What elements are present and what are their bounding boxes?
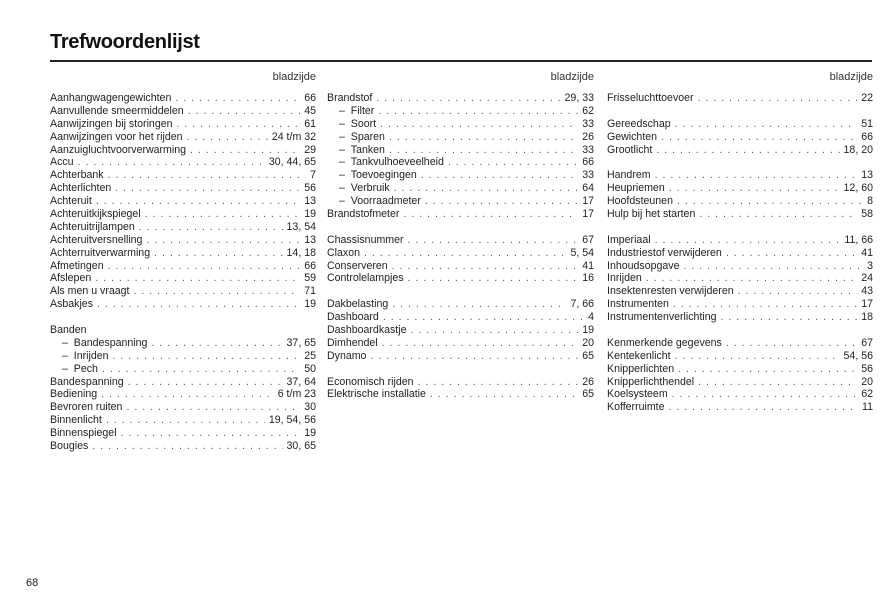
index-entry-list <box>50 92 316 453</box>
entry-page-ref: 17 <box>582 208 594 221</box>
index-entry <box>50 221 316 234</box>
entry-page-ref: 51 <box>861 117 873 130</box>
index-entry <box>607 363 873 376</box>
index-subentry <box>327 105 594 118</box>
entry-page-ref: 20 <box>582 336 594 349</box>
entry-term: – Tanken <box>327 144 385 157</box>
dot-leader <box>151 337 282 350</box>
entry-term: Achterbank <box>50 169 104 182</box>
index-entry <box>607 311 873 324</box>
dot-leader <box>108 260 301 273</box>
entry-page-ref: 6 t/m 23 <box>277 388 316 401</box>
entry-page-ref: 61 <box>304 117 316 130</box>
entry-term: Industriestof verwijderen <box>607 246 722 259</box>
entry-term: Chassisnummer <box>327 233 404 246</box>
dot-leader <box>106 414 265 427</box>
index-group-heading <box>50 324 316 337</box>
entry-gap <box>327 285 594 298</box>
entry-term: Brandstof <box>327 92 373 104</box>
entry-page-ref: 17 <box>861 298 873 311</box>
dot-leader <box>188 105 301 118</box>
index-entry <box>607 260 873 273</box>
index-entry <box>50 427 316 440</box>
dot-leader <box>669 182 840 195</box>
dot-leader <box>678 363 857 376</box>
entry-page-ref: 11, 66 <box>844 233 873 246</box>
entry-term: Knipperlichten <box>607 362 675 375</box>
index-entry <box>607 208 873 221</box>
dot-leader <box>669 401 858 414</box>
dot-leader <box>126 401 300 414</box>
title-rule <box>50 60 872 62</box>
dot-leader <box>389 131 578 144</box>
entry-page-ref: 30, 44, 65 <box>268 156 316 169</box>
entry-page-ref: 56 <box>304 182 316 195</box>
entry-term: Binnenlicht <box>50 414 102 427</box>
dot-leader <box>113 350 301 363</box>
entry-term: Hulp bij het starten <box>607 208 696 221</box>
dot-leader <box>655 234 841 247</box>
entry-page-ref: 29, 33 <box>564 92 594 104</box>
entry-page-ref: 7 <box>310 169 316 182</box>
index-entry <box>50 234 316 247</box>
index-entry <box>327 234 594 247</box>
entry-page-ref: 37, 64 <box>286 375 316 388</box>
entry-page-ref: 11 <box>862 401 873 414</box>
index-subentry <box>327 182 594 195</box>
entry-page-ref: 33 <box>582 143 594 156</box>
dot-leader <box>146 234 300 247</box>
index-entry <box>50 376 316 389</box>
index-entry <box>50 440 316 453</box>
entry-term: Koelsysteem <box>607 388 668 401</box>
dot-leader <box>726 337 857 350</box>
index-entry <box>50 298 316 311</box>
entry-page-ref: 29 <box>304 143 316 156</box>
dot-leader <box>411 324 579 337</box>
index-entry <box>327 350 594 363</box>
entry-term: Kentekenlicht <box>607 349 671 362</box>
entry-page-ref: 20 <box>861 375 873 388</box>
entry-page-ref: 65 <box>582 349 594 362</box>
index-entry <box>50 105 316 118</box>
entry-page-ref: 33 <box>582 169 594 182</box>
entry-page-ref: 62 <box>582 104 594 117</box>
entry-term: Claxon <box>327 246 360 259</box>
page-number: 68 <box>26 577 39 589</box>
entry-gap <box>607 221 873 234</box>
entry-term: Accu <box>50 156 74 169</box>
entry-page-ref: 41 <box>861 246 873 259</box>
index-entry <box>327 260 594 273</box>
entry-term: – Toevoegingen <box>327 169 417 182</box>
dot-leader <box>154 247 282 260</box>
entry-page-ref: 13 <box>861 169 873 182</box>
dot-leader <box>382 337 579 350</box>
entry-term: – Inrijden <box>50 350 109 363</box>
entry-page-ref: 67 <box>582 233 594 246</box>
index-entry <box>50 401 316 414</box>
entry-term: – Tankvulhoeveelheid <box>327 156 444 169</box>
entry-page-ref: 8 <box>867 195 873 208</box>
index-entry <box>607 92 873 105</box>
index-entry <box>327 298 594 311</box>
index-column-3 <box>607 71 873 414</box>
index-entry <box>50 169 316 182</box>
entry-term: Gereedschap <box>607 117 671 130</box>
entry-term: Asbakjes <box>50 298 93 311</box>
entry-page-ref: 22 <box>861 92 873 104</box>
index-entry <box>50 272 316 285</box>
entry-term: Bevroren ruiten <box>50 401 123 414</box>
index-entry <box>607 376 873 389</box>
entry-term: – Pech <box>50 363 98 376</box>
index-entry <box>607 169 873 182</box>
index-column-2 <box>327 71 594 401</box>
dot-leader <box>95 272 300 285</box>
entry-term: Imperiaal <box>607 233 651 246</box>
entry-page-ref: 54, 56 <box>843 349 873 362</box>
entry-gap <box>327 221 594 234</box>
entry-term: Gewichten <box>607 130 658 143</box>
dot-leader <box>683 260 863 273</box>
entry-term: Bediening <box>50 388 98 401</box>
entry-page-ref: 13, 54 <box>286 220 316 233</box>
entry-page-ref: 4 <box>588 311 594 324</box>
entry-term: Inrijden <box>607 272 642 285</box>
entry-page-ref: 19, 54, 56 <box>268 414 316 427</box>
entry-page-ref: 14, 18 <box>286 246 316 259</box>
index-entry <box>607 195 873 208</box>
entry-page-ref: 25 <box>304 349 316 362</box>
index-entry <box>50 182 316 195</box>
entry-term: Dynamo <box>327 349 367 362</box>
index-subentry <box>50 337 316 350</box>
entry-term: – Sparen <box>327 131 385 144</box>
entry-page-ref: 67 <box>861 336 873 349</box>
entry-page-ref: 16 <box>582 272 594 285</box>
index-entry <box>607 388 873 401</box>
dot-leader <box>430 388 578 401</box>
entry-term: Instrumenten <box>607 298 669 311</box>
entry-page-ref: 30 <box>304 401 316 414</box>
entry-term: Elektrische installatie <box>327 388 426 401</box>
dot-leader <box>655 169 858 182</box>
entry-term: Aanhangwagengewichten <box>50 92 172 104</box>
entry-term: Kenmerkende gegevens <box>607 336 722 349</box>
index-column-1 <box>50 71 316 453</box>
dot-leader <box>92 440 282 453</box>
dot-leader <box>408 234 579 247</box>
dot-leader <box>115 182 300 195</box>
dot-leader <box>726 247 857 260</box>
entry-term: Afslepen <box>50 272 92 285</box>
entry-page-ref: 66 <box>861 130 873 143</box>
entry-term: – Verbruik <box>327 182 390 195</box>
index-entry-list <box>327 92 594 401</box>
index-entry <box>607 182 873 195</box>
dot-leader <box>656 144 839 157</box>
entry-page-ref: 19 <box>304 298 316 311</box>
index-entry <box>327 376 594 389</box>
entry-page-ref: 18, 20 <box>843 143 873 156</box>
dot-leader <box>97 298 300 311</box>
entry-term: Instrumentenverlichting <box>607 311 717 324</box>
entry-term: Dimhendel <box>327 336 378 349</box>
dot-leader <box>380 118 578 131</box>
entry-page-ref: 19 <box>582 324 594 337</box>
column-header: bladzijde <box>829 71 873 83</box>
dot-leader <box>128 376 283 389</box>
dot-leader <box>408 272 579 285</box>
dot-leader <box>190 144 300 157</box>
dot-leader <box>418 376 579 389</box>
index-entry <box>50 118 316 131</box>
entry-term: Insektenresten verwijderen <box>607 285 734 298</box>
entry-page-ref: 19 <box>304 208 316 221</box>
index-entry <box>607 234 873 247</box>
entry-term: – Voorraadmeter <box>327 195 421 208</box>
index-entry <box>327 337 594 350</box>
dot-leader <box>121 427 301 440</box>
dot-leader <box>96 195 300 208</box>
entry-page-ref: 71 <box>304 285 316 298</box>
index-entry <box>327 388 594 401</box>
entry-term: – Soort <box>327 118 376 131</box>
entry-page-ref: 58 <box>861 208 873 221</box>
dot-leader <box>394 182 579 195</box>
entry-page-ref: 24 <box>861 272 873 285</box>
index-entry <box>607 350 873 363</box>
entry-term: Achteruitversnelling <box>50 233 143 246</box>
entry-term: Aanzuigluchtvoorverwarming <box>50 143 187 156</box>
entry-term: Brandstofmeter <box>327 208 400 221</box>
dot-leader <box>370 350 578 363</box>
entry-term: Achteruitkijkspiegel <box>50 208 141 221</box>
dot-leader <box>376 92 560 105</box>
dot-leader <box>738 285 858 298</box>
entry-term: Dashboardkastje <box>327 324 407 337</box>
entry-term: Achterruitverwarming <box>50 246 151 259</box>
index-entry <box>607 272 873 285</box>
entry-page-ref: 66 <box>582 156 594 169</box>
index-entry <box>50 414 316 427</box>
dot-leader <box>421 169 578 182</box>
index-entry <box>50 144 316 157</box>
index-entry <box>607 144 873 157</box>
entry-term: Grootlicht <box>607 143 653 156</box>
dot-leader <box>187 131 268 144</box>
entry-term: Kofferruimte <box>607 401 665 414</box>
index-entry <box>607 337 873 350</box>
index-subentry <box>327 144 594 157</box>
dot-leader <box>101 388 274 401</box>
index-subentry <box>50 363 316 376</box>
entry-page-ref: 26 <box>582 130 594 143</box>
dot-leader <box>448 156 578 169</box>
dot-leader <box>403 208 578 221</box>
entry-page-ref: 65 <box>582 388 594 401</box>
dot-leader <box>383 311 584 324</box>
entry-gap <box>327 363 594 376</box>
dot-leader <box>392 298 566 311</box>
index-entry <box>327 208 594 221</box>
index-entry <box>607 298 873 311</box>
entry-page-ref: 64 <box>582 182 594 195</box>
entry-page-ref: 12, 60 <box>843 182 873 195</box>
entry-page-ref: 13 <box>304 195 316 208</box>
index-subentry <box>327 169 594 182</box>
dot-leader <box>675 350 840 363</box>
entry-page-ref: 17 <box>582 195 594 208</box>
index-entry <box>327 272 594 285</box>
dot-leader <box>699 208 857 221</box>
entry-page-ref: 24 t/m 32 <box>271 130 316 143</box>
entry-term: – Filter <box>327 105 374 118</box>
dot-leader <box>698 376 857 389</box>
index-entry <box>607 247 873 260</box>
dot-leader <box>364 247 566 260</box>
entry-gap <box>50 311 316 324</box>
dot-leader <box>677 195 863 208</box>
dot-leader <box>673 298 857 311</box>
index-entry <box>50 92 316 105</box>
dot-leader <box>102 363 300 376</box>
index-subentry <box>327 156 594 169</box>
dot-leader <box>145 208 301 221</box>
entry-page-ref: 62 <box>861 388 873 401</box>
index-entry-list <box>607 92 873 414</box>
entry-page-ref: 66 <box>304 92 316 104</box>
entry-term: Economisch rijden <box>327 375 414 388</box>
dot-leader <box>675 118 858 131</box>
dot-leader <box>721 311 858 324</box>
entry-term: Aanwijzingen bij storingen <box>50 117 173 130</box>
index-entry <box>50 156 316 169</box>
index-entry <box>607 118 873 131</box>
entry-term: Inhoudsopgave <box>607 259 680 272</box>
entry-page-ref: 37, 65 <box>286 336 316 349</box>
entry-term: Conserveren <box>327 259 388 272</box>
entry-term: Frisseluchttoevoer <box>607 92 694 104</box>
entry-term: Achteruit <box>50 195 92 208</box>
dot-leader <box>661 131 857 144</box>
dot-leader <box>108 169 307 182</box>
index-entry <box>607 285 873 298</box>
dot-leader <box>392 260 579 273</box>
index-entry <box>50 285 316 298</box>
entry-page-ref: 33 <box>582 117 594 130</box>
entry-page-ref: 66 <box>304 259 316 272</box>
dot-leader <box>175 92 300 105</box>
entry-term: Dakbelasting <box>327 298 389 311</box>
entry-term: Bougies <box>50 440 89 453</box>
index-entry <box>607 401 873 414</box>
entry-page-ref: 3 <box>867 259 873 272</box>
entry-page-ref: 59 <box>304 272 316 285</box>
entry-term: Binnenspiegel <box>50 427 117 440</box>
entry-gap <box>607 105 873 118</box>
entry-term: Hoofdsteunen <box>607 195 673 208</box>
entry-term: Knipperlichthendel <box>607 375 695 388</box>
entry-term: Dashboard <box>327 311 379 324</box>
dot-leader <box>78 156 265 169</box>
index-entry <box>50 131 316 144</box>
index-subentry <box>327 131 594 144</box>
entry-page-ref: 19 <box>304 427 316 440</box>
entry-gap <box>607 324 873 337</box>
page-title: Trefwoordenlijst <box>50 31 200 53</box>
entry-term: Banden <box>50 324 87 337</box>
index-entry <box>50 195 316 208</box>
index-entry <box>327 247 594 260</box>
entry-page-ref: 26 <box>582 375 594 388</box>
dot-leader <box>389 144 578 157</box>
column-header: bladzijde <box>550 71 594 83</box>
dot-leader <box>646 272 857 285</box>
index-entry <box>327 92 594 105</box>
dot-leader <box>698 92 858 105</box>
index-entry <box>327 324 594 337</box>
index-entry <box>50 260 316 273</box>
entry-term: Achterlichten <box>50 182 112 195</box>
entry-page-ref: 18 <box>861 311 873 324</box>
dot-leader <box>139 221 283 234</box>
entry-gap <box>607 156 873 169</box>
entry-term: Als men u vraagt <box>50 285 130 298</box>
dot-leader <box>134 285 301 298</box>
entry-page-ref: 30, 65 <box>286 440 316 453</box>
dot-leader <box>177 118 301 131</box>
entry-term: – Bandespanning <box>50 337 147 350</box>
entry-term: Afmetingen <box>50 259 104 272</box>
dot-leader <box>672 388 858 401</box>
entry-term: Aanvullende smeermiddelen <box>50 104 184 117</box>
entry-page-ref: 5, 54 <box>570 246 594 259</box>
index-entry <box>50 208 316 221</box>
entry-page-ref: 50 <box>304 362 316 375</box>
entry-page-ref: 43 <box>861 285 873 298</box>
entry-page-ref: 13 <box>304 233 316 246</box>
entry-term: Heupriemen <box>607 182 665 195</box>
entry-page-ref: 41 <box>582 259 594 272</box>
dot-leader <box>425 195 578 208</box>
dot-leader <box>378 105 578 118</box>
index-subentry <box>327 118 594 131</box>
entry-page-ref: 45 <box>304 104 316 117</box>
index-entry <box>50 388 316 401</box>
entry-term: Handrem <box>607 169 651 182</box>
index-entry <box>50 247 316 260</box>
index-subentry <box>50 350 316 363</box>
entry-term: Bandespanning <box>50 375 124 388</box>
column-header: bladzijde <box>272 71 316 83</box>
entry-page-ref: 7, 66 <box>570 298 594 311</box>
entry-page-ref: 56 <box>861 362 873 375</box>
entry-term: Achteruitrijlampen <box>50 220 135 233</box>
index-subentry <box>327 195 594 208</box>
entry-term: Controlelampjes <box>327 272 404 285</box>
entry-term: Aanwijzingen voor het rijden <box>50 130 183 143</box>
index-entry <box>607 131 873 144</box>
index-entry <box>327 311 594 324</box>
